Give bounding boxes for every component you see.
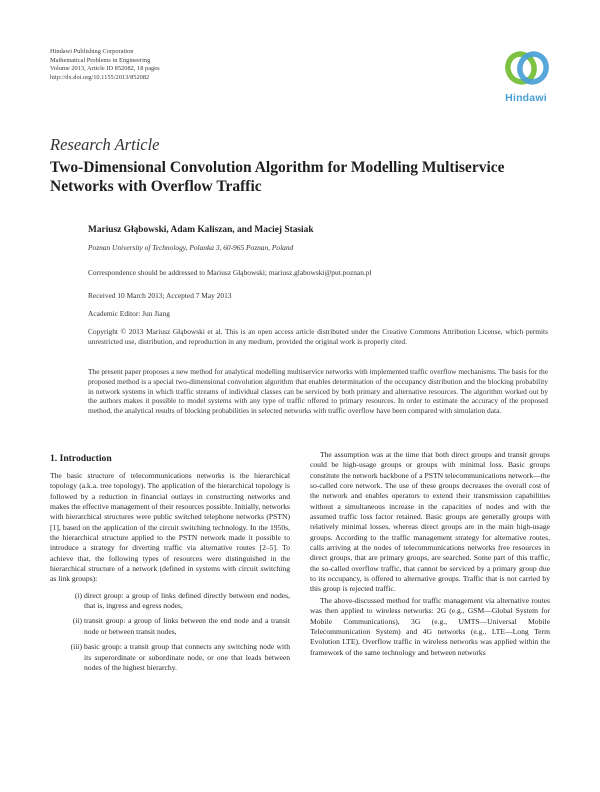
list-item-text: direct group: a group of links defined directly between end nodes, that is, ingress and egress nodes,: [84, 590, 290, 611]
paragraph: The above-discussed method for traffic management via alternative routes was then applied to wireless networks: 2G (e.g., GSM—Global System for Mobile Communications), 3G (e.g., UMTS—Universal Mobile Telecommunication System) and 4G networks (e.g., LTE—Long Term Evolution LTE). Overflow traffic in wireless networks was applied within the framework of the same technology and between networks: [310, 595, 550, 657]
volume-line: Volume 2013, Article ID 852082, 18 pages: [50, 65, 160, 73]
journal-name-line: Mathematical Problems in Engineering: [50, 56, 151, 64]
doi-link[interactable]: http://dx.doi.org/10.1155/2013/852082: [50, 73, 150, 81]
resource-type-list: [50, 591, 290, 673]
body-column-left: [50, 452, 290, 678]
paper-title: Two-Dimensional Convolution Algorithm for Modelling Multiservice Networks with Overflow Traffic: [50, 159, 505, 195]
correspondence: Correspondence should be addressed to Mariusz Głąbowski; mariusz.glabowski@put.poznan.pl: [88, 268, 372, 277]
section-heading: 1. Introduction: [50, 453, 112, 464]
list-item-number: (ii): [72, 616, 82, 626]
abstract: The present paper proposes a new method for analytical modelling multiservice networks with implemented traffic overflow mechanisms. The basis for the proposed method is a special two-dimensional convolution algorithm that enables determination of the occupancy distribution and the blocking probability in network systems in which traffic streams of individual classes can be serviced by both primary and alternative resources. The algorithm worked out by the authors makes it possible to model systems with any type of traffic offered to primary resources. In order to estimate the accuracy of the proposed method, the analytical results of blocking probabilities in selected networks with traffic overflow have been compared with simulation data.: [88, 367, 548, 416]
list-item-number: (iii): [70, 642, 82, 652]
list-item-text: basic group: a transit group that connects any switching node with its superordinate or subordinate node, or one that leads between nodes of the highest hierarchy.: [84, 642, 290, 672]
list-item: [50, 642, 290, 673]
academic-editor: Academic Editor: Jun Jiang: [88, 309, 170, 318]
article-type: Research Article: [50, 135, 160, 154]
journal-header: [50, 48, 160, 82]
list-item-number: (i): [74, 590, 82, 600]
received-accepted-dates: Received 10 March 2013; Accepted 7 May 2013: [88, 291, 232, 300]
paragraph: The assumption was at the time that both direct groups and transit groups could be high-usage groups or groups with minimal loss. Basic groups constitute the network backbone of a PSTN telecommunications network—the so-called core network. The use of these groups decreases the overall cost of the network and enables operators to extend their transmission capabilities without a simultaneous increase in the capacities of nodes and with the assumed traffic loss factor retained. Basic groups are generally groups with relatively minimal losses, whereas direct groups are in the main high-usage groups. According to the traffic management strategy for alternative routes, calls arriving at the nodes of telecommunications networks free resources in direct groups, that are primary groups, are searched. Some part of this traffic, the so-called overflow traffic, that cannot be serviced by a primary group due to its occupancy, is offered to alternative groups. Traffic that is not carried by this group is rejected traffic.: [310, 450, 550, 594]
body-column-right: [310, 450, 550, 659]
list-item: [50, 616, 290, 637]
paragraph: The basic structure of telecommunications networks is the hierarchical topology (a.k.a. tree topology). The application of the hierarchical topology is followed by a reduction in financial outlays in constructing networks and makes the effective management of their resources possible. Initially, networks with hierarchical structures were public switched telephone networks (PSTN) [1], based on the application of the circuit switching technology. In the 1950s, the hierarchical structure applied to the PSTN network made it possible to introduce a strategy for diverting traffic via alternative routes [2–5]. To achieve that, the following types of resources were distinguished in the hierarchical structure of a network (defined in systems with circuit switching as link groups):: [50, 471, 290, 584]
affiliation: Poznan University of Technology, Polanka 3, 60-965 Poznan, Poland: [88, 243, 294, 252]
author-list: Mariusz Głąbowski, Adam Kaliszan, and Maciej Stasiak: [88, 225, 314, 235]
list-item: [50, 591, 290, 612]
list-item-text: transit group: a group of links between the end node and a transit node or between transit nodes,: [84, 616, 290, 636]
publisher-line: Hindawi Publishing Corporation: [50, 48, 134, 55]
hindawi-logo-text: Hindawi: [505, 92, 547, 104]
copyright-notice: Copyright © 2013 Mariusz Głąbowski et al. This is an open access article distributed under the Creative Commons Attribution License, which permits unrestricted use, distribution, and reproduction in any medium, provided the original work is properly cited.: [88, 327, 548, 346]
